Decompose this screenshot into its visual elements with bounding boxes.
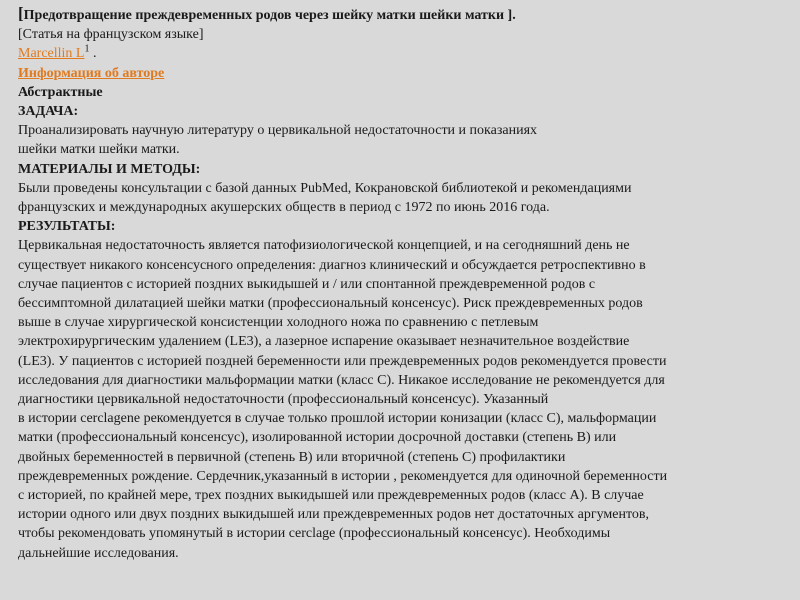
author-line — [18, 44, 794, 63]
text-line: матки (профессиональный консенсус), изолированной истории досрочной доставки (степень B) или — [18, 430, 617, 446]
text-line: с историей, по крайней мере, трех поздних выкидышей или преждевременных родов (класс A). В случае — [18, 488, 644, 504]
author-link[interactable]: Marcellin L — [18, 46, 85, 62]
abstract-label: Абстрактные — [18, 84, 103, 100]
text-line: случае пациентов с историей поздних выкидышей и / или спонтанной преждевременной родов с — [18, 276, 596, 292]
text-line: (LE3). У пациентов с историей поздней беременности или преждевременных родов рекомендуется провести — [18, 353, 667, 369]
title-bracket: [ — [18, 4, 24, 23]
text-line: дальнейшие исследования. — [18, 545, 179, 561]
text-line: в истории cerclagene рекомендуется в случае только прошлой истории конизации (класс C), мальформации — [18, 411, 657, 427]
methods-heading: МАТЕРИАЛЫ И МЕТОДЫ: — [18, 161, 201, 177]
text-line: Были проведены консультации с базой данных PubMed, Кокрановской библиотекой и рекомендациями — [18, 180, 632, 196]
author-suffix: . — [89, 46, 97, 62]
text-line: существует никакого консенсусного определения: диагноз клинический и обсуждается ретроспективно в — [18, 257, 646, 273]
text-line: диагностики цервикальной недостаточности (профессиональный консенсус). Указанный — [18, 392, 549, 408]
text-line: Цервикальная недостаточность является патофизиологической концепцией, и на сегодняшний день не — [18, 238, 630, 254]
text-line: бессимптомной дилатацией шейки матки (профессиональный консенсус). Риск преждевременных родов — [18, 296, 643, 312]
text-line: исследования для диагностики мальформации матки (класс C). Никакое исследование не рекомендуется для — [18, 372, 665, 388]
author-info-link[interactable]: Информация об авторе — [18, 65, 165, 81]
objective-heading: ЗАДАЧА: — [18, 104, 79, 120]
results-text — [18, 236, 794, 562]
title-text: Предотвращение преждевременных родов через шейку матки шейки матки ]. — [23, 8, 516, 23]
text-line: электрохирургическим удалением (LE3), а лазерное испарение оказывает незначительное воздействие — [18, 334, 630, 350]
text-line: французских и международных акушерских обществ в период с 1972 по июнь 2016 года. — [18, 200, 550, 216]
language-note: [Статья на французском языке] — [18, 27, 204, 43]
article-abstract — [18, 4, 794, 563]
methods-text — [18, 179, 794, 217]
text-line: преждевременных рождение. Сердечник,указанный в истории , рекомендуется для одиночной беременности — [18, 468, 668, 484]
text-line: чтобы рекомендовать упомянутый в истории cerclage (профессиональный консенсус). Необходимы — [18, 526, 611, 542]
text-line: истории одного или двух поздних выкидышей или преждевременных родов нет достаточных аргументов, — [18, 507, 650, 523]
objective-text — [18, 121, 794, 159]
results-heading: РЕЗУЛЬТАТЫ: — [18, 219, 116, 235]
article-title — [18, 4, 794, 25]
text-line: шейки матки шейки матки. — [18, 142, 180, 158]
author-affiliation-sup: 1 — [84, 43, 90, 55]
text-line: выше в случае хирургической консистенции холодного ножа по сравнению с петлевым — [18, 315, 539, 331]
text-line: двойных беременностей в первичной (степень B) или вторичной (степень C) профилактики — [18, 449, 566, 465]
bottom-fade — [0, 576, 800, 600]
text-line: Проанализировать научную литературу о цервикальной недостаточности и показаниях — [18, 123, 538, 139]
